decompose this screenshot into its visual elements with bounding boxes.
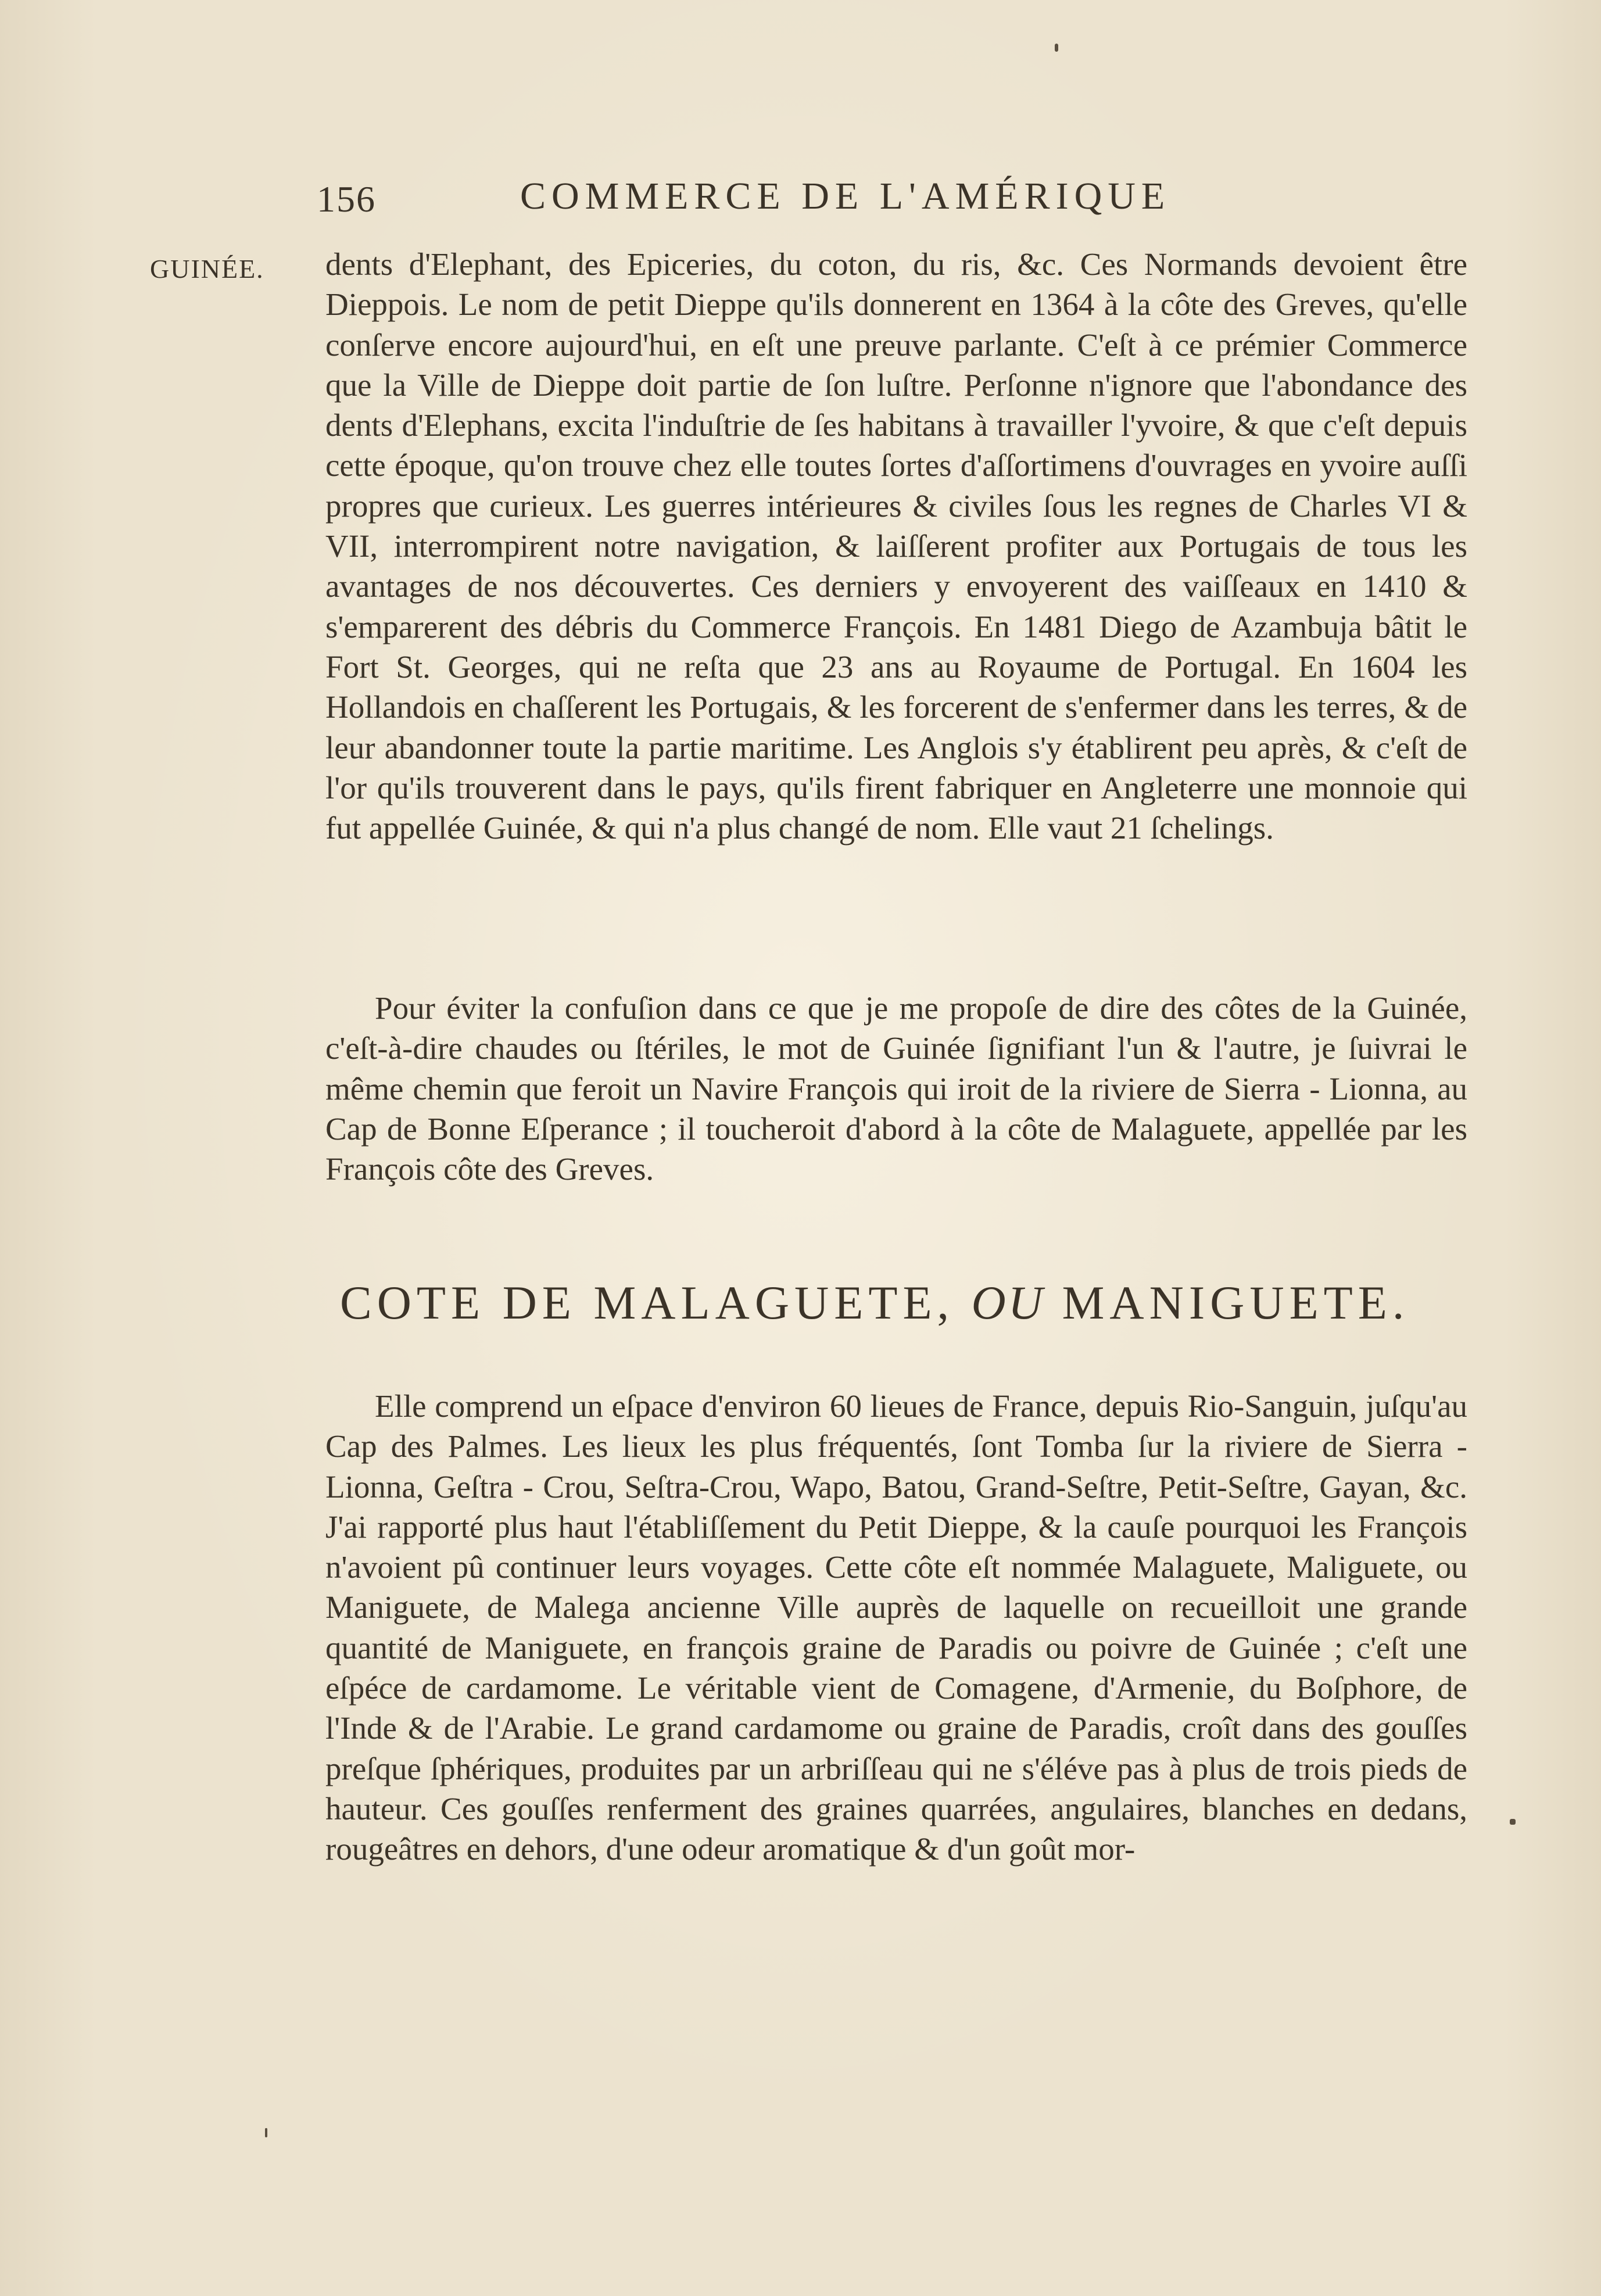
section-heading-part2: MANIGUETE. <box>1062 1276 1410 1329</box>
page-header <box>317 174 1467 227</box>
page-number: 156 <box>317 178 376 220</box>
paragraph-3 <box>325 1386 1467 1869</box>
paragraph-1 <box>325 244 1467 848</box>
paper-speck <box>265 2128 267 2137</box>
section-heading <box>340 1276 1409 1330</box>
paragraph-3-text: Elle comprend un eſpace d'environ 60 lieues de France, depuis Rio-Sanguin, juſqu'au Cap des Palmes. Les lieux les plus fréquentés, ſont Tomba ſur la riviere de Sierra - Lionna, Geſtra - Crou, Seſtra-Crou, Wapo, Batou, Grand-Seſtre, Petit-Seſtre, Gayan, &c. J'ai rapporté plus haut l'établiſſement du Petit Dieppe, & la cauſe pourquoi les François n'avoient pû continuer leurs voyages. Cette côte eſt nommée Malaguete, Maliguete, ou Maniguete, de Malega ancienne Ville auprès de laquelle on recueilloit une grande quantité de Maniguete, en françois graine de Paradis ou poivre de Guinée ; c'eſt une eſpéce de cardamome. Le véritable vient de Comagene, d'Armenie, du Boſphore, de l'Inde & de l'Arabie. Le grand cardamome ou graine de Paradis, croît dans des gouſſes preſque ſphériques, produites par un arbriſſeau qui ne s'éléve pas à plus de trois pieds de hauteur. Ces gouſſes renferment des graines quarrées, angulaires, blanches en dedans, rougeâtres en dehors, d'une odeur aromatique & d'un goût mor- <box>325 1388 1467 1867</box>
section-heading-ou: OU <box>971 1276 1045 1329</box>
paragraph-2-text: Pour éviter la confuſion dans ce que je me propoſe de dire des côtes de la Guinée, c'eſt-à-dire chaudes ou ſtériles, le mot de Guinée ſignifiant l'un & l'autre, je ſuivrai le même chemin que feroit un Navire François qui iroit de la riviere de Sierra - Lionna, au Cap de Bonne Eſperance ; il toucheroit d'abord à la côte de Malaguete, appellée par les François côte des Greves. <box>325 990 1467 1187</box>
running-title: COMMERCE DE L'AMÉRIQUE <box>520 175 1171 217</box>
paper-speck <box>1510 1819 1516 1825</box>
section-heading-part1: COTE DE MALAGUETE, <box>340 1276 955 1329</box>
paper-speck <box>1055 44 1058 52</box>
margin-note: GUINÉE. <box>150 254 264 284</box>
paragraph-1-text: dents d'Elephant, des Epiceries, du coton, du ris, &c. Ces Normands devoient être Dieppois. Le nom de petit Dieppe qu'ils donnerent en 1364 à la côte des Greves, qu'elle conſerve encore aujourd'hui, en eſt une preuve parlante. C'eſt à ce prémier Commerce que la Ville de Dieppe doit partie de ſon luſtre. Perſonne n'ignore que l'abondance des dents d'Elephans, excita l'induſtrie de ſes habitans à travailler l'yvoire, & que c'eſt depuis cette époque, qu'on trouve chez elle toutes ſortes d'aſſortimens d'ouvrages en yvoire auſſi propres que curieux. Les guerres intérieures & civiles ſous les regnes de Charles VI & VII, interrompirent notre navigation, & laiſſerent profiter aux Portugais de tous les avantages de nos découvertes. Ces derniers y envoyerent des vaiſſeaux en 1410 & s'emparerent des débris du Commerce François. En 1481 Diego de Azambuja bâtit le Fort St. Georges, qui ne reſta que 23 ans au Royaume de Portugal. En 1604 les Hollandois en chaſſerent les Portugais, & les forcerent de s'enfermer dans les terres, & de leur abandonner toute la partie maritime. Les Anglois s'y établirent peu après, & c'eſt de l'or qu'ils trouverent dans le pays, qu'ils firent fabriquer en Angleterre une monnoie qui fut appellée Guinée, & qui n'a plus changé de nom. Elle vaut 21 ſchelings. <box>325 246 1467 846</box>
paragraph-2 <box>325 988 1467 1189</box>
